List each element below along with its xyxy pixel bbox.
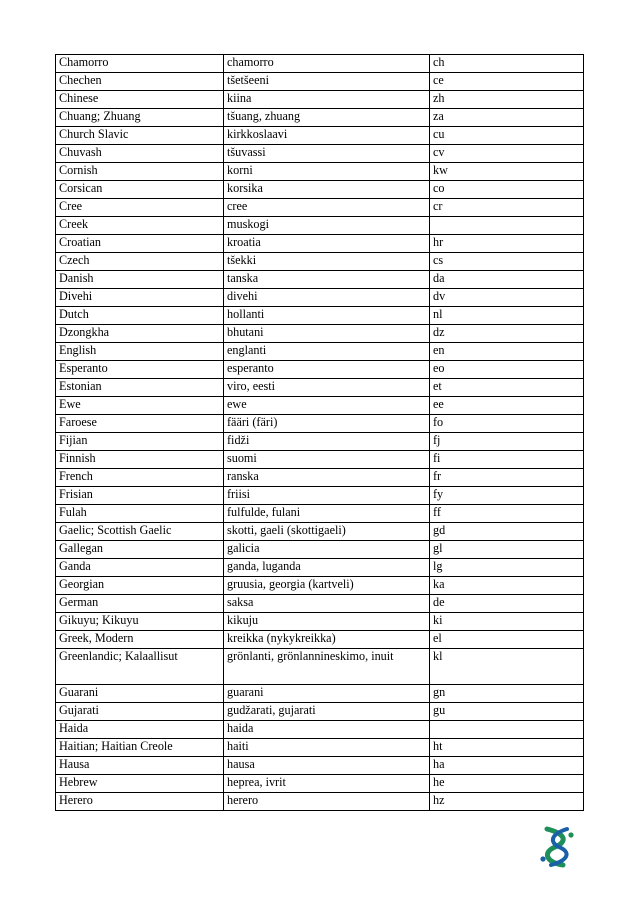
language-code-cell: ha <box>430 757 584 775</box>
finnish-name-cell: tanska <box>224 271 430 289</box>
language-code-cell: he <box>430 775 584 793</box>
language-name-cell: Dzongkha <box>56 325 224 343</box>
finnish-name-cell: tšetšeeni <box>224 73 430 91</box>
language-code-cell: ka <box>430 577 584 595</box>
language-code-cell <box>430 721 584 739</box>
language-code-cell: el <box>430 631 584 649</box>
table-row <box>56 73 584 91</box>
language-code-cell: gn <box>430 685 584 703</box>
language-name-cell: Esperanto <box>56 361 224 379</box>
finnish-name-cell: skotti, gaeli (skottigaeli) <box>224 523 430 541</box>
finnish-name-cell: suomi <box>224 451 430 469</box>
table-row <box>56 343 584 361</box>
finnish-name-cell: haida <box>224 721 430 739</box>
language-code-cell: hz <box>430 793 584 811</box>
language-code-cell: eo <box>430 361 584 379</box>
finnish-name-cell: ganda, luganda <box>224 559 430 577</box>
language-name-cell: Cree <box>56 199 224 217</box>
language-name-cell: Chechen <box>56 73 224 91</box>
table-row <box>56 145 584 163</box>
language-name-cell: Gujarati <box>56 703 224 721</box>
language-code-cell: ce <box>430 73 584 91</box>
table-row <box>56 55 584 73</box>
language-code-cell: ff <box>430 505 584 523</box>
finnish-name-cell: cree <box>224 199 430 217</box>
language-code-cell: en <box>430 343 584 361</box>
table-row <box>56 163 584 181</box>
language-name-cell: Ewe <box>56 397 224 415</box>
finnish-name-cell: gruusia, georgia (kartveli) <box>224 577 430 595</box>
table-row <box>56 757 584 775</box>
language-name-cell: Gaelic; Scottish Gaelic <box>56 523 224 541</box>
table-row <box>56 433 584 451</box>
language-name-cell: Estonian <box>56 379 224 397</box>
finnish-name-cell: muskogi <box>224 217 430 235</box>
table-row <box>56 361 584 379</box>
language-code-cell: fy <box>430 487 584 505</box>
finnish-name-cell: korni <box>224 163 430 181</box>
language-code-cell: kw <box>430 163 584 181</box>
language-name-cell: Danish <box>56 271 224 289</box>
language-name-cell: Greek, Modern <box>56 631 224 649</box>
finnish-name-cell: viro, eesti <box>224 379 430 397</box>
finnish-name-cell: fulfulde, fulani <box>224 505 430 523</box>
finnish-name-cell: kreikka (nykykreikka) <box>224 631 430 649</box>
language-code-cell: cv <box>430 145 584 163</box>
table-row <box>56 559 584 577</box>
language-name-cell: Chamorro <box>56 55 224 73</box>
language-code-cell: ee <box>430 397 584 415</box>
logo-dot <box>540 856 545 861</box>
language-name-cell: German <box>56 595 224 613</box>
language-code-cell: za <box>430 109 584 127</box>
language-name-cell: Georgian <box>56 577 224 595</box>
language-name-cell: Hausa <box>56 757 224 775</box>
finnish-name-cell: kiina <box>224 91 430 109</box>
language-code-cell: ht <box>430 739 584 757</box>
finnish-name-cell: kikuju <box>224 613 430 631</box>
language-name-cell: Gallegan <box>56 541 224 559</box>
logo-dot <box>568 832 573 837</box>
table-row <box>56 685 584 703</box>
table-row <box>56 613 584 631</box>
finnish-name-cell: fääri (färi) <box>224 415 430 433</box>
finnish-name-cell: heprea, ivrit <box>224 775 430 793</box>
table-row <box>56 379 584 397</box>
language-code-cell: gd <box>430 523 584 541</box>
finnish-name-cell: kirkkoslaavi <box>224 127 430 145</box>
language-code-cell: gl <box>430 541 584 559</box>
finnish-name-cell: grönlanti, grönlannineskimo, inuit <box>224 649 430 685</box>
language-code-cell: cu <box>430 127 584 145</box>
table-row <box>56 199 584 217</box>
table-row <box>56 505 584 523</box>
language-name-cell: Greenlandic; Kalaallisut <box>56 649 224 685</box>
table-row <box>56 91 584 109</box>
table-row <box>56 397 584 415</box>
language-name-cell: Chuang; Zhuang <box>56 109 224 127</box>
finnish-name-cell: fidži <box>224 433 430 451</box>
language-table <box>55 54 584 811</box>
table-row <box>56 307 584 325</box>
finnish-name-cell: friisi <box>224 487 430 505</box>
language-name-cell: Chinese <box>56 91 224 109</box>
language-name-cell: Chuvash <box>56 145 224 163</box>
language-name-cell: Dutch <box>56 307 224 325</box>
language-code-cell: cr <box>430 199 584 217</box>
language-code-cell: gu <box>430 703 584 721</box>
language-name-cell: Croatian <box>56 235 224 253</box>
language-code-cell: fo <box>430 415 584 433</box>
finnish-name-cell: ewe <box>224 397 430 415</box>
language-name-cell: Ganda <box>56 559 224 577</box>
language-code-cell: fi <box>430 451 584 469</box>
language-name-cell: Fijian <box>56 433 224 451</box>
table-row <box>56 793 584 811</box>
table-row <box>56 739 584 757</box>
language-name-cell: Fulah <box>56 505 224 523</box>
table-row <box>56 595 584 613</box>
table-row <box>56 577 584 595</box>
language-code-cell: dz <box>430 325 584 343</box>
language-name-cell: Herero <box>56 793 224 811</box>
language-table-body <box>56 55 584 811</box>
language-name-cell: Cornish <box>56 163 224 181</box>
language-code-cell: zh <box>430 91 584 109</box>
language-code-cell: da <box>430 271 584 289</box>
language-code-cell <box>430 217 584 235</box>
finnish-name-cell: hausa <box>224 757 430 775</box>
language-name-cell: Corsican <box>56 181 224 199</box>
language-code-cell: et <box>430 379 584 397</box>
table-row <box>56 235 584 253</box>
language-code-cell: dv <box>430 289 584 307</box>
finnish-name-cell: tšekki <box>224 253 430 271</box>
table-row <box>56 523 584 541</box>
table-row <box>56 541 584 559</box>
finnish-name-cell: divehi <box>224 289 430 307</box>
language-code-cell: ki <box>430 613 584 631</box>
table-row <box>56 127 584 145</box>
language-code-cell: ch <box>430 55 584 73</box>
finnish-name-cell: herero <box>224 793 430 811</box>
language-name-cell: Czech <box>56 253 224 271</box>
table-row <box>56 109 584 127</box>
finnish-name-cell: hollanti <box>224 307 430 325</box>
finnish-name-cell: guarani <box>224 685 430 703</box>
language-name-cell: Gikuyu; Kikuyu <box>56 613 224 631</box>
language-code-cell: nl <box>430 307 584 325</box>
table-row <box>56 487 584 505</box>
language-name-cell: Haida <box>56 721 224 739</box>
table-row <box>56 775 584 793</box>
finnish-name-cell: saksa <box>224 595 430 613</box>
finnish-name-cell: esperanto <box>224 361 430 379</box>
table-row <box>56 253 584 271</box>
language-name-cell: Church Slavic <box>56 127 224 145</box>
finnish-name-cell: bhutani <box>224 325 430 343</box>
table-row <box>56 649 584 685</box>
table-row <box>56 181 584 199</box>
finnish-name-cell: ranska <box>224 469 430 487</box>
language-name-cell: Divehi <box>56 289 224 307</box>
language-name-cell: Finnish <box>56 451 224 469</box>
language-code-cell: de <box>430 595 584 613</box>
language-code-cell: fj <box>430 433 584 451</box>
language-name-cell: Creek <box>56 217 224 235</box>
table-row <box>56 415 584 433</box>
language-name-cell: Faroese <box>56 415 224 433</box>
finnish-name-cell: gudžarati, gujarati <box>224 703 430 721</box>
language-name-cell: English <box>56 343 224 361</box>
language-code-cell: cs <box>430 253 584 271</box>
language-name-cell: Hebrew <box>56 775 224 793</box>
table-row <box>56 631 584 649</box>
finnish-name-cell: galicia <box>224 541 430 559</box>
language-name-cell: Haitian; Haitian Creole <box>56 739 224 757</box>
language-code-cell: fr <box>430 469 584 487</box>
language-name-cell: Guarani <box>56 685 224 703</box>
table-row <box>56 217 584 235</box>
dna-helix-logo-icon <box>537 826 577 868</box>
table-row <box>56 325 584 343</box>
table-row <box>56 703 584 721</box>
table-row <box>56 289 584 307</box>
finnish-name-cell: tšuvassi <box>224 145 430 163</box>
finnish-name-cell: kroatia <box>224 235 430 253</box>
table-row <box>56 721 584 739</box>
language-code-cell: co <box>430 181 584 199</box>
finnish-name-cell: englanti <box>224 343 430 361</box>
table-row <box>56 451 584 469</box>
table-row <box>56 469 584 487</box>
language-code-cell: lg <box>430 559 584 577</box>
finnish-name-cell: chamorro <box>224 55 430 73</box>
finnish-name-cell: korsika <box>224 181 430 199</box>
table-row <box>56 271 584 289</box>
language-name-cell: Frisian <box>56 487 224 505</box>
language-code-cell: hr <box>430 235 584 253</box>
language-code-cell: kl <box>430 649 584 685</box>
finnish-name-cell: haiti <box>224 739 430 757</box>
language-name-cell: French <box>56 469 224 487</box>
finnish-name-cell: tšuang, zhuang <box>224 109 430 127</box>
